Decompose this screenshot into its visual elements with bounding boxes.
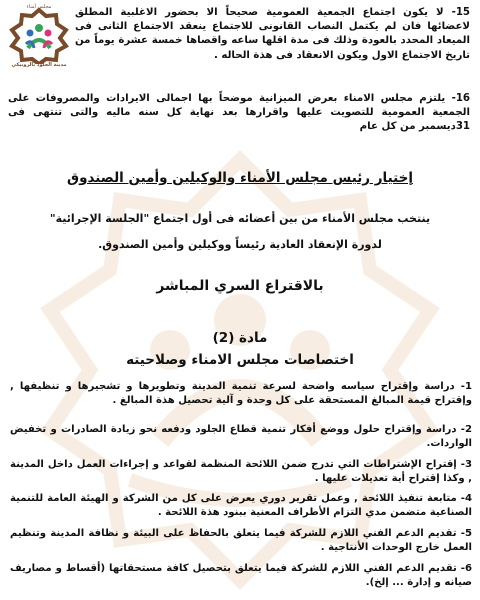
election-paragraph-line2: لدورة الإنعقاد العادية رئيساً ووكيلين وأمين الصندوق. bbox=[98, 238, 382, 251]
list-number: 6- bbox=[460, 563, 472, 574]
clause-text: لا يكون اجتماع الجمعية العمومية صحيحاً الا بحضور الاغلبية المطلق لاعضائها فان لم يكتمل النصاب القانونى للاجتماع ينعقد الاجتماع الثانى فى الميعاد المحدد بالعودة وذلك فى مدة اقلها ساعه واقصاها خمسة عشرة يوماً من تاريخ الاجتماع الاول ويكون الانعقاد فى هذة الحاله . bbox=[75, 7, 470, 61]
article-title: مادة (2) bbox=[212, 330, 268, 346]
list-item-6 bbox=[10, 562, 472, 590]
list-text: إقتراح الإشتراطات التي تدرج ضمن اللائحة المنظمة لقواعد و إجراءات العمل داخل المدينة , وكذا إقتراح أية تعديلات عليها . bbox=[10, 459, 472, 485]
section-heading: إختيار رئيس مجلس الأمناء والوكيلين وأمين الصندوق bbox=[67, 170, 413, 186]
voting-method: بالاقتراع السري المباشر bbox=[156, 278, 324, 294]
list-text: دراسة وإقتراح حلول ووضع أفكار تنمية قطاع الجلود ودفعه نحو زيادة الصادرات و تخفيض الواردات. bbox=[10, 424, 472, 450]
list-text: تقديم الدعم الفني اللازم للشركة فيما يتعلق بالحفاظ على البيئة و نظافة المدينة وتنظيم العمل خارج الوحدات الأنتاجية . bbox=[10, 528, 472, 554]
list-item-5 bbox=[10, 527, 472, 555]
list-item-2 bbox=[10, 423, 472, 451]
list-text: تقديم الدعم الفني اللازم للشركة فيما يتعلق بتحصيل كافة مستحقاتها (أقساط و مصاريف صيانه و إدارة ... إلخ). bbox=[10, 563, 472, 589]
clause-15 bbox=[75, 6, 470, 63]
list-number: 4- bbox=[460, 493, 472, 504]
list-number: 5- bbox=[460, 528, 472, 539]
clause-16 bbox=[8, 92, 470, 135]
organization-logo bbox=[4, 4, 74, 78]
list-number: 2- bbox=[460, 424, 472, 435]
list-item-3 bbox=[10, 458, 472, 486]
list-text: دراسة وإقتراح سياسه واضحة لسرعة تنمية المدينة وتطويرها و تشجيرها و تنظيفها , وإقتراح قيمة المبالغ المستحقة على كل وحدة و آلية تحصيل هذة المبالغ . bbox=[10, 381, 472, 407]
list-item-4 bbox=[10, 492, 472, 520]
clause-number: 16- bbox=[451, 93, 471, 104]
election-paragraph-line1: ينتخب مجلس الأمناء من بين أعضائه فى أول اجتماع "الجلسة الإجرائية" bbox=[49, 212, 431, 225]
logo-caption: مدينة الجلود بالروبيكي bbox=[11, 62, 67, 68]
list-item-1 bbox=[10, 380, 472, 408]
logo-emblem-icon bbox=[4, 4, 74, 64]
list-number: 3- bbox=[460, 459, 473, 470]
logo-top-text: مجلس أمناء bbox=[26, 4, 52, 10]
list-text: متابعة تنفيذ اللائحة , وعمل تقرير دوري يعرض على كل من الشركة و الهيئة العامة للتنمية الصناعية متضمن مدي التزام الأطراف المعنية ببنود هذة اللائحة . bbox=[10, 493, 472, 519]
list-number: 1- bbox=[460, 381, 473, 392]
clause-number: 15- bbox=[451, 7, 471, 18]
article-subtitle: اختصاصات مجلس الامناء وصلاحيته bbox=[126, 352, 354, 368]
clause-text: يلتزم مجلس الامناء بعرض الميزانية موضحاً بها اجمالى الايرادات والمصروفات على الجمعية العمومية للتصويت عليها واقرارها بعد نهاية كل سنه ماليه والتى تنتهى فى 31ديسمبر من كل عام bbox=[8, 93, 470, 133]
